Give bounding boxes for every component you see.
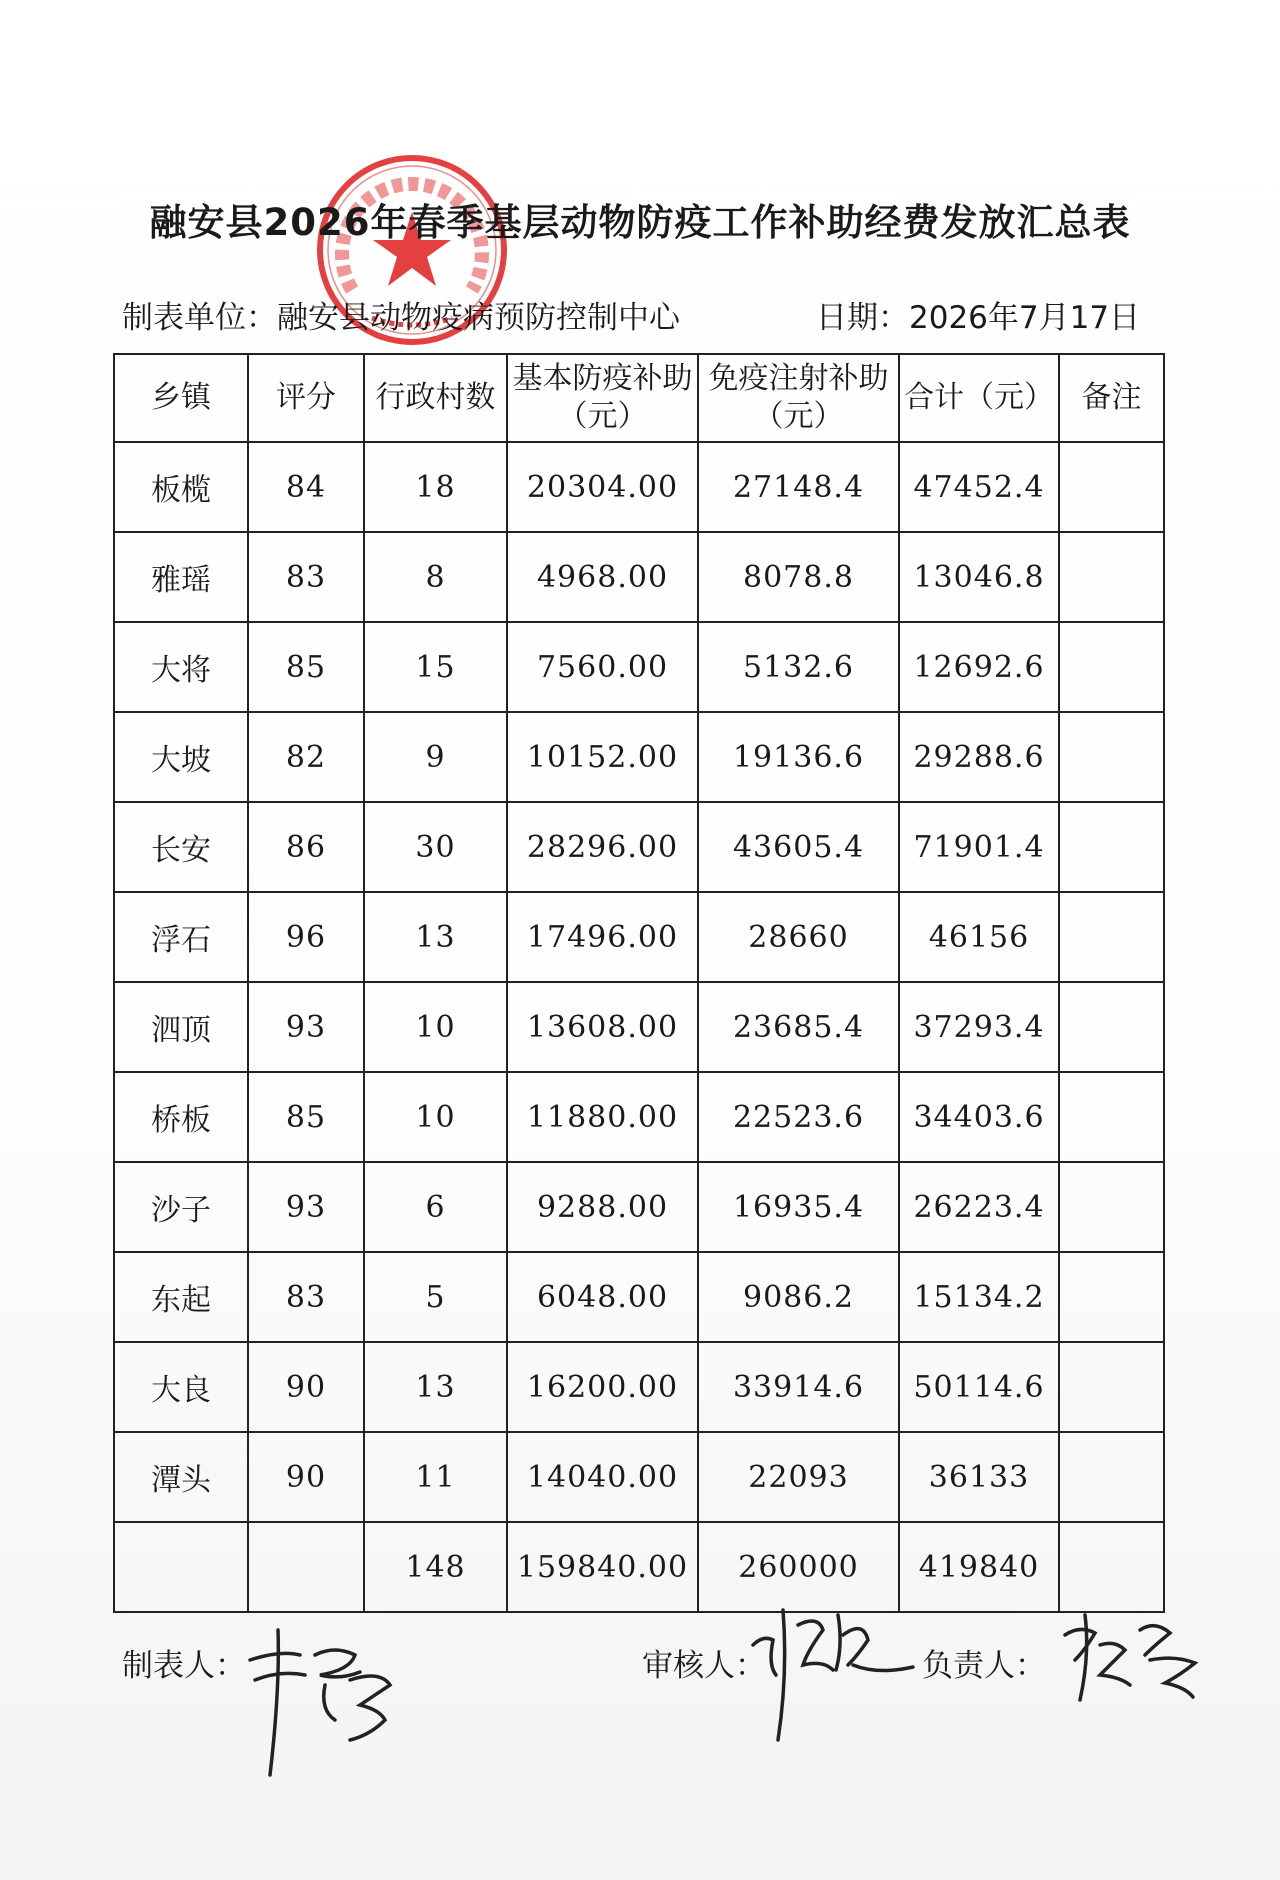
cell-basic: 6048.00 — [507, 1252, 698, 1342]
cell-score: 84 — [248, 442, 364, 532]
cell-score — [248, 1522, 364, 1612]
cell-note — [1059, 712, 1164, 802]
table-row — [114, 532, 1164, 622]
cell-note — [1059, 802, 1164, 892]
cell-total: 71901.4 — [899, 802, 1059, 892]
table-row — [114, 442, 1164, 532]
cell-score: 83 — [248, 532, 364, 622]
total-villages: 148 — [364, 1522, 507, 1612]
cell-basic: 20304.00 — [507, 442, 698, 532]
cell-town — [114, 1522, 248, 1612]
responsible-label: 负责人： — [922, 1648, 1046, 1684]
cell-injection: 8078.8 — [698, 532, 899, 622]
table-row — [114, 892, 1164, 982]
reviewer-signature-icon — [748, 1595, 918, 1745]
cell-villages: 11 — [364, 1432, 507, 1522]
cell-basic: 9288.00 — [507, 1162, 698, 1252]
table-row — [114, 1252, 1164, 1342]
cell-town: 浮石 — [114, 892, 248, 982]
table-row — [114, 712, 1164, 802]
totals-row — [114, 1522, 1164, 1612]
date-label: 日期： — [816, 300, 909, 336]
cell-injection: 22093 — [698, 1432, 899, 1522]
cell-note — [1059, 892, 1164, 982]
cell-total: 13046.8 — [899, 532, 1059, 622]
cell-total: 26223.4 — [899, 1162, 1059, 1252]
cell-injection: 33914.6 — [698, 1342, 899, 1432]
header-town: 乡镇 — [114, 354, 248, 442]
header-villages: 行政村数 — [364, 354, 507, 442]
header-total: 合计（元） — [899, 354, 1059, 442]
document-title: 融安县2026年春季基层动物防疫工作补助经费发放汇总表 — [149, 201, 1131, 244]
cell-score: 86 — [248, 802, 364, 892]
cell-injection: 22523.6 — [698, 1072, 899, 1162]
cell-villages: 8 — [364, 532, 507, 622]
cell-town: 潭头 — [114, 1432, 248, 1522]
table-row — [114, 1162, 1164, 1252]
cell-note — [1059, 1072, 1164, 1162]
cell-score: 90 — [248, 1432, 364, 1522]
cell-score: 82 — [248, 712, 364, 802]
date-value: 2026年7月17日 — [909, 300, 1141, 336]
cell-town: 沙子 — [114, 1162, 248, 1252]
table-row — [114, 802, 1164, 892]
cell-note — [1059, 532, 1164, 622]
cell-injection: 19136.6 — [698, 712, 899, 802]
cell-basic: 4968.00 — [507, 532, 698, 622]
cell-score: 83 — [248, 1252, 364, 1342]
cell-injection: 9086.2 — [698, 1252, 899, 1342]
preparer-signature-icon — [240, 1610, 400, 1780]
reviewer-label: 审核人： — [642, 1648, 766, 1684]
cell-villages: 6 — [364, 1162, 507, 1252]
cell-town: 长安 — [114, 802, 248, 892]
table-row — [114, 1072, 1164, 1162]
header-injection-subsidy: 免疫注射补助（元） — [698, 354, 899, 442]
cell-note — [1059, 442, 1164, 532]
cell-villages: 13 — [364, 1342, 507, 1432]
cell-villages: 30 — [364, 802, 507, 892]
cell-note — [1059, 1522, 1164, 1612]
cell-note — [1059, 982, 1164, 1072]
cell-basic: 14040.00 — [507, 1432, 698, 1522]
cell-score: 93 — [248, 982, 364, 1072]
cell-villages: 10 — [364, 982, 507, 1072]
cell-injection: 23685.4 — [698, 982, 899, 1072]
cell-basic: 11880.00 — [507, 1072, 698, 1162]
cell-villages: 5 — [364, 1252, 507, 1342]
unit-label: 制表单位： — [122, 300, 277, 336]
cell-total: 12692.6 — [899, 622, 1059, 712]
cell-note — [1059, 622, 1164, 712]
cell-town: 大将 — [114, 622, 248, 712]
table-row — [114, 982, 1164, 1072]
cell-villages: 13 — [364, 892, 507, 982]
header-basic-subsidy: 基本防疫补助（元） — [507, 354, 698, 442]
cell-villages: 18 — [364, 442, 507, 532]
table-row — [114, 1432, 1164, 1522]
cell-score: 96 — [248, 892, 364, 982]
table-row — [114, 1342, 1164, 1432]
cell-town: 大良 — [114, 1342, 248, 1432]
table-header-row — [114, 354, 1164, 442]
cell-villages: 15 — [364, 622, 507, 712]
cell-injection: 43605.4 — [698, 802, 899, 892]
cell-town: 板榄 — [114, 442, 248, 532]
cell-total: 50114.6 — [899, 1342, 1059, 1432]
cell-basic: 16200.00 — [507, 1342, 698, 1432]
subsidy-summary-table — [113, 353, 1165, 1613]
cell-total: 34403.6 — [899, 1072, 1059, 1162]
header-score: 评分 — [248, 354, 364, 442]
cell-basic: 13608.00 — [507, 982, 698, 1072]
grand-total: 419840 — [899, 1522, 1059, 1612]
cell-injection: 28660 — [698, 892, 899, 982]
cell-note — [1059, 1162, 1164, 1252]
cell-town: 东起 — [114, 1252, 248, 1342]
cell-note — [1059, 1432, 1164, 1522]
cell-note — [1059, 1252, 1164, 1342]
cell-score: 85 — [248, 1072, 364, 1162]
unit-value: 融安县动物疫病预防控制中心 — [277, 300, 680, 336]
cell-total: 36133 — [899, 1432, 1059, 1522]
cell-town: 雅瑶 — [114, 532, 248, 622]
table-row — [114, 622, 1164, 712]
total-basic: 159840.00 — [507, 1522, 698, 1612]
cell-injection: 27148.4 — [698, 442, 899, 532]
cell-total: 46156 — [899, 892, 1059, 982]
cell-town: 泗顶 — [114, 982, 248, 1072]
total-injection: 260000 — [698, 1522, 899, 1612]
cell-score: 93 — [248, 1162, 364, 1252]
cell-total: 47452.4 — [899, 442, 1059, 532]
cell-basic: 7560.00 — [507, 622, 698, 712]
header-note: 备注 — [1059, 354, 1164, 442]
issue-date — [816, 292, 1140, 337]
responsible-signature-icon — [1055, 1605, 1205, 1715]
cell-villages: 9 — [364, 712, 507, 802]
preparer-label: 制表人： — [122, 1648, 246, 1684]
cell-note — [1059, 1342, 1164, 1432]
cell-score: 90 — [248, 1342, 364, 1432]
cell-basic: 17496.00 — [507, 892, 698, 982]
cell-total: 15134.2 — [899, 1252, 1059, 1342]
cell-score: 85 — [248, 622, 364, 712]
issuing-unit — [122, 292, 680, 337]
cell-basic: 28296.00 — [507, 802, 698, 892]
cell-town: 桥板 — [114, 1072, 248, 1162]
cell-town: 大坡 — [114, 712, 248, 802]
cell-villages: 10 — [364, 1072, 507, 1162]
cell-total: 29288.6 — [899, 712, 1059, 802]
cell-total: 37293.4 — [899, 982, 1059, 1072]
cell-basic: 10152.00 — [507, 712, 698, 802]
cell-injection: 5132.6 — [698, 622, 899, 712]
cell-injection: 16935.4 — [698, 1162, 899, 1252]
